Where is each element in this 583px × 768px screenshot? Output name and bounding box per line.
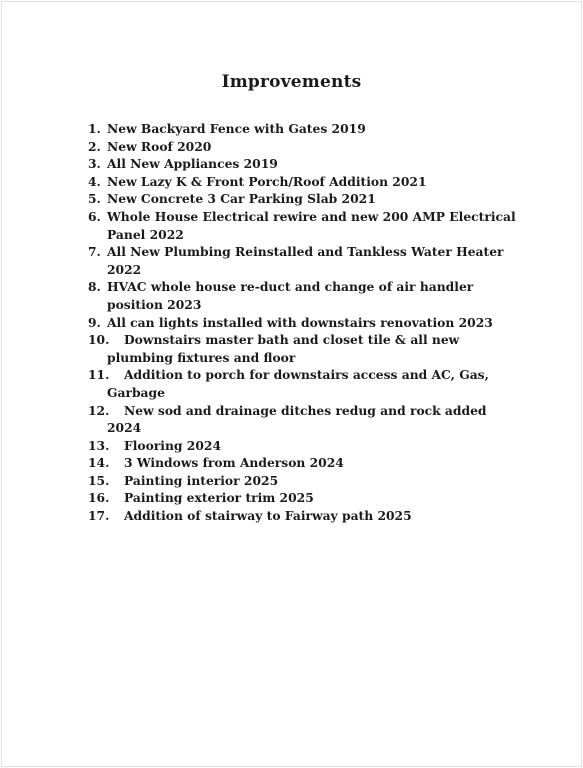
list-item [88, 243, 528, 278]
list-item [88, 120, 528, 138]
item-text: Addition to porch for downstairs access and AC, Gas, [124, 367, 489, 383]
page-title: Improvements [221, 72, 362, 92]
item-text: Addition of stairway to Fairway path 2025 [124, 508, 412, 524]
list-item [88, 208, 528, 243]
list-item [88, 331, 528, 366]
item-text: 3 Windows from Anderson 2024 [124, 455, 344, 471]
item-number: 12. [88, 402, 110, 418]
list-item [88, 173, 528, 191]
list-item [88, 507, 528, 525]
item-number: 7. [88, 244, 101, 260]
item-number: 2. [88, 138, 101, 154]
item-number: 1. [88, 121, 101, 136]
item-text-continuation: 2022 [107, 261, 142, 277]
list-item [88, 155, 528, 173]
item-number: 9. [88, 314, 101, 330]
item-text: Flooring 2024 [124, 437, 222, 453]
item-text: All New Appliances 2019 [107, 156, 278, 172]
item-text: New Concrete 3 Car Parking Slab 2021 [107, 191, 376, 207]
item-number: 17. [88, 508, 110, 524]
list-item [88, 472, 528, 490]
item-number: 14. [88, 455, 110, 471]
item-text: New sod and drainage ditches redug and rock added [124, 402, 487, 418]
item-text: HVAC whole house re-duct and change of air handler [107, 279, 474, 295]
item-number: 4. [88, 173, 101, 189]
list-item [88, 138, 528, 156]
item-text: Painting interior 2025 [124, 472, 279, 488]
item-number: 15. [88, 472, 110, 488]
item-text-continuation: 2024 [107, 420, 142, 436]
list-item [88, 366, 528, 401]
item-number: 11. [88, 367, 110, 383]
item-text: New Lazy K & Front Porch/Roof Addition 2021 [107, 173, 427, 189]
item-text-continuation: plumbing fixtures and floor [107, 349, 296, 365]
item-text: Whole House Electrical rewire and new 200 AMP Electrical [107, 208, 516, 224]
item-text: Downstairs master bath and closet tile & all new [124, 332, 460, 348]
improvements-list [88, 120, 528, 525]
item-text: New Backyard Fence with Gates 2019 [107, 121, 366, 136]
list-item [88, 437, 528, 455]
document-page [1, 1, 582, 767]
item-text-continuation: Panel 2022 [107, 226, 184, 242]
list-item [88, 489, 528, 507]
item-text-continuation: position 2023 [107, 296, 202, 312]
item-text-continuation: Garbage [107, 384, 165, 400]
item-number: 8. [88, 279, 101, 295]
item-number: 16. [88, 490, 110, 506]
list-item [88, 454, 528, 472]
list-item [88, 278, 528, 313]
item-text: All can lights installed with downstairs renovation 2023 [107, 314, 493, 330]
item-text: New Roof 2020 [107, 138, 212, 154]
item-text: Painting exterior trim 2025 [124, 490, 314, 506]
item-number: 5. [88, 191, 101, 207]
item-number: 6. [88, 208, 101, 224]
item-number: 3. [88, 156, 101, 172]
item-text: All New Plumbing Reinstalled and Tankless Water Heater [107, 244, 504, 260]
list-item [88, 190, 528, 208]
item-number: 10. [88, 332, 110, 348]
list-item [88, 402, 528, 437]
item-number: 13. [88, 437, 110, 453]
list-item [88, 314, 528, 332]
